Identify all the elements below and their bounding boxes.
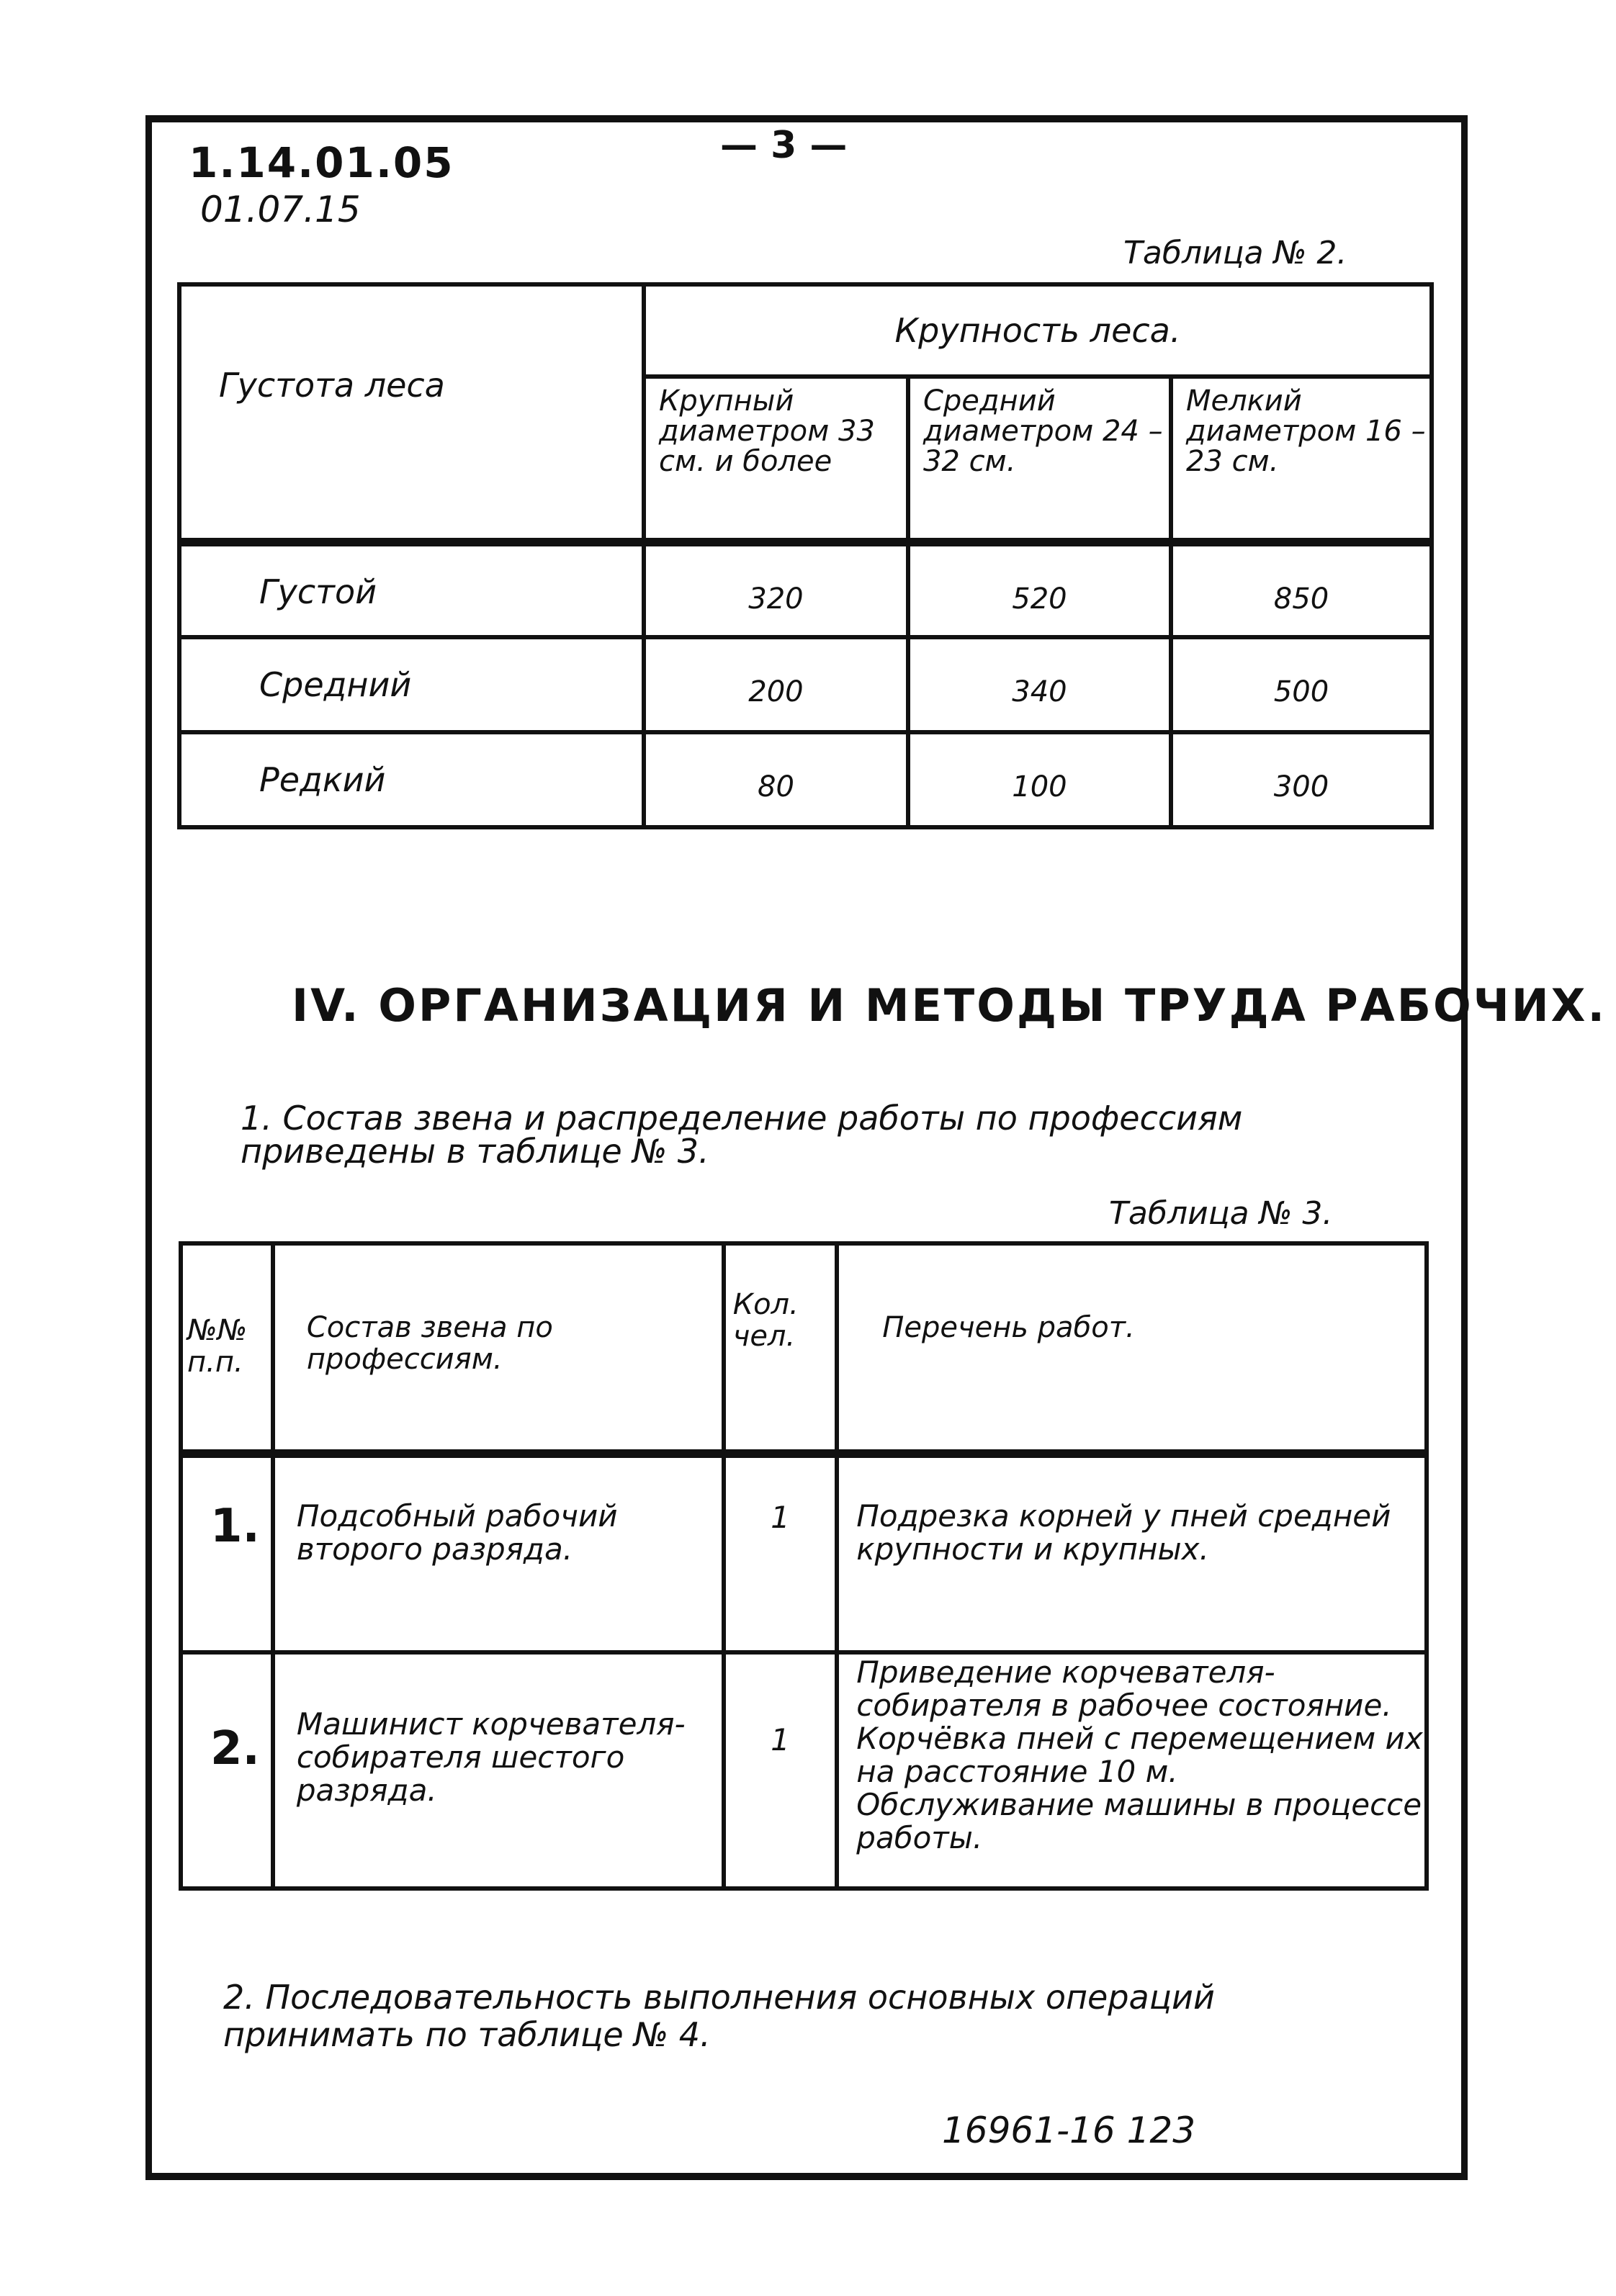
table3-label: Таблица № 3.	[1109, 1195, 1333, 1232]
header-works: Перечень работ.	[837, 1243, 1427, 1454]
size-col-small: Мелкий диаметром 16 – 23 см.	[1171, 377, 1432, 542]
table-crew-composition	[179, 1241, 1429, 1891]
size-col-medium: Средний диаметром 24 – 32 см.	[908, 377, 1171, 542]
table-forest-density	[177, 282, 1434, 829]
cell-value: 500	[1171, 637, 1432, 732]
row-count: 1	[724, 1454, 838, 1652]
cell-value: 520	[908, 542, 1171, 637]
cell-value: 200	[644, 637, 908, 732]
row-label: Густой	[179, 542, 644, 637]
paragraph-2: 2. Последовательность выполнения основных операций принимать по таблице № 4.	[223, 1978, 1215, 2054]
cell-value: 80	[644, 732, 908, 827]
row-label: Средний	[179, 637, 644, 732]
row-label: Редкий	[179, 732, 644, 827]
header-count: Кол. чел.	[724, 1243, 838, 1454]
table-row	[181, 1652, 1427, 1888]
footer-code: 16961-16 123	[942, 2110, 1196, 2151]
table-row	[179, 542, 1432, 637]
header-number: №№ п.п.	[181, 1243, 273, 1454]
document-code: 1.14.01.05	[189, 138, 454, 187]
section-title: IV. ОРГАНИЗАЦИЯ И МЕТОДЫ ТРУДА РАБОЧИХ.	[292, 979, 1607, 1032]
row-number: 2.	[181, 1652, 273, 1888]
table-row	[179, 732, 1432, 827]
density-header: Густота леса	[179, 284, 644, 542]
cell-value: 320	[644, 542, 908, 637]
paragraph-1: 1. Состав звена и распределение работы по профессиям приведены в таблице № 3.	[241, 1099, 1243, 1171]
cell-value: 100	[908, 732, 1171, 827]
page-number: — 3 —	[720, 124, 848, 167]
row-works: Подрезка корней у пней средней крупности и крупных.	[837, 1454, 1427, 1652]
document-subcode: 01.07.15	[200, 189, 361, 230]
header-composition: Состав звена по профессиям.	[273, 1243, 724, 1454]
table-row	[181, 1454, 1427, 1652]
row-count: 1	[724, 1652, 838, 1888]
row-composition: Машинист корчевателя-собирателя шестого разряда.	[273, 1652, 724, 1888]
table2-label: Таблица № 2.	[1123, 235, 1347, 271]
row-number: 1.	[181, 1454, 273, 1652]
row-composition: Подсобный рабочий второго разряда.	[273, 1454, 724, 1652]
cell-value: 850	[1171, 542, 1432, 637]
table-row	[179, 637, 1432, 732]
size-header: Крупность леса.	[644, 284, 1432, 377]
cell-value: 300	[1171, 732, 1432, 827]
cell-value: 340	[908, 637, 1171, 732]
size-col-large: Крупный диаметром 33 см. и более	[644, 377, 908, 542]
row-works: Приведение корчевателя-собирателя в рабочее состояние. Корчёвка пней с перемещением их на расстояние 10 м. Обслуживание машины в процессе работы.	[837, 1652, 1427, 1888]
